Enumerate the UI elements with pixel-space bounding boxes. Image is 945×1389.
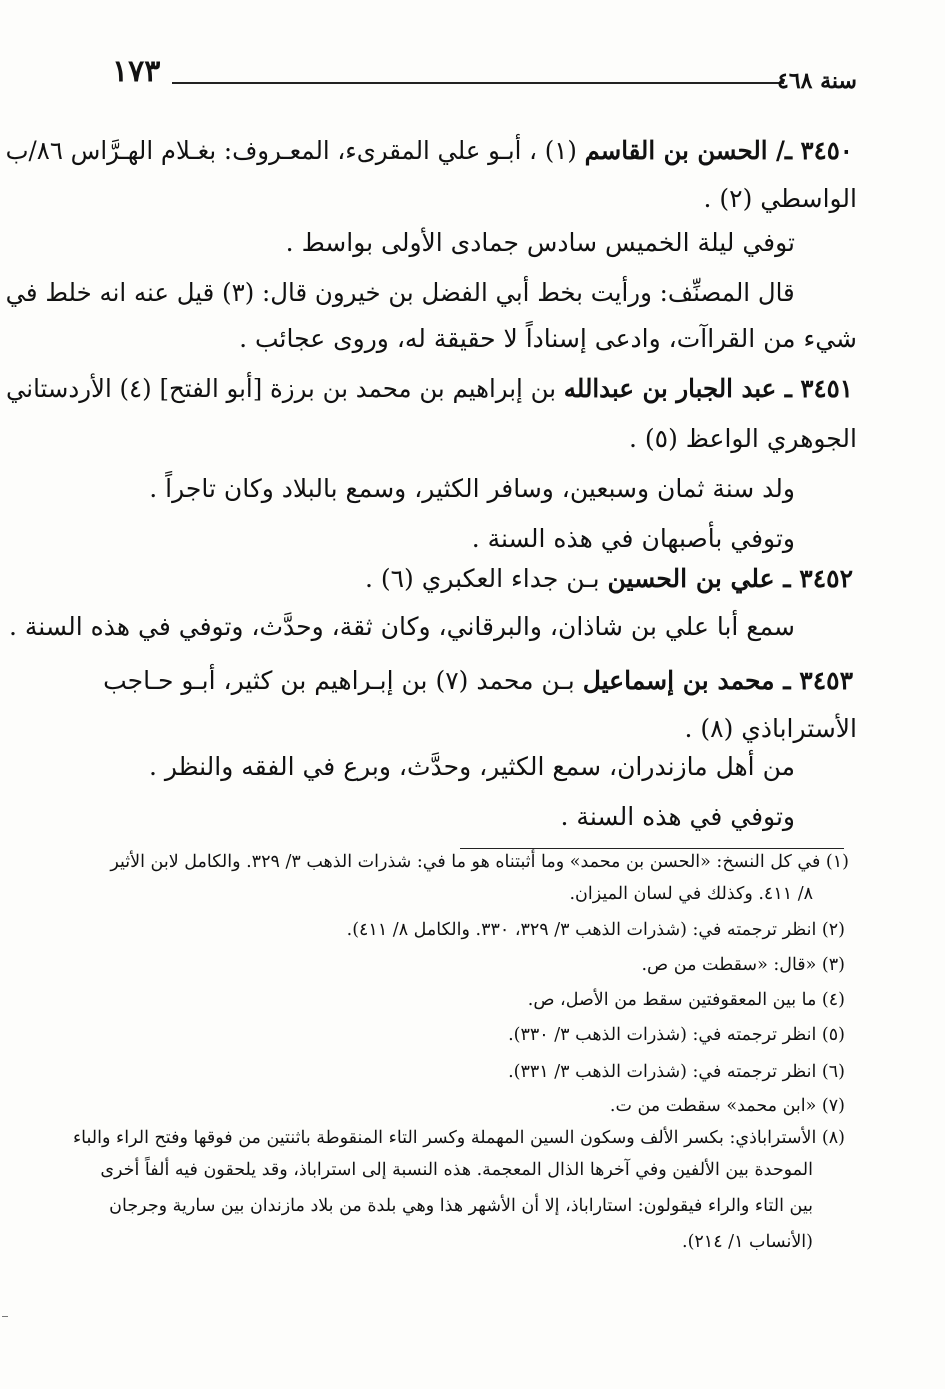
entry-3451-heading (6, 374, 853, 403)
entry-3451-name: ٣٤٥١ ـ عبد الجبار بن عبدالله (563, 374, 853, 403)
entry-3453-heading (103, 666, 853, 695)
footnote-line: (٢) انظر ترجمته في: (شذرات الذهب ٣/ ٣٢٩، ٣٣٠. والكامل ٨/ ٤١١). (346, 920, 845, 940)
footnote-rule (460, 848, 844, 849)
entry-3453-paragraph: وتوفي في هذه السنة . (560, 802, 795, 831)
entry-3450-name: ٣٤٥٠ ـ/ الحسن بن القاسم (584, 136, 853, 165)
footnote-line: (١) في كل النسخ: «الحسن بن محمد» وما أثبتناه هو ما في: شذرات الذهب ٣/ ٣٢٩. والكامل لابن الأثير (110, 852, 849, 872)
entry-3450-paragraph: قال المصنِّف: ورأيت بخط أبي الفضل بن خيرون قال: (٣) قيل عنه انه خلط في (5, 278, 795, 307)
entry-3452-name: ٣٤٥٢ ـ علي بن الحسين (607, 564, 853, 593)
entry-3453-heading-rest: بـن محمد (٧) بن إبـراهيم بن كثير، أبـو حـاجب (103, 666, 575, 695)
footnote-line: (٥) انظر ترجمته في: (شذرات الذهب ٣/ ٣٣٠). (508, 1025, 845, 1045)
footnote-line: (٧) «ابن محمد» سقطت من ت. (609, 1096, 845, 1116)
entry-3450-heading (6, 136, 853, 165)
header-rule (172, 82, 784, 84)
entry-3450-heading-rest: (١) ، أبـو علي المقرىء، المعـروف: بغـلام الهـرَّاس ٨٦/ب (5, 136, 577, 165)
footnote-line: بين التاء والراء فيقولون: استاراباذ، إلا أن الأشهر هذا وهي بلدة من بلاد مازندان بين سارية وجرجان (109, 1196, 813, 1216)
entry-3451-paragraph: ولد سنة ثمان وسبعين، وسافر الكثير، وسمع بالبلاد وكان تاجراً . (149, 474, 795, 503)
page-number: ١٧٣ (112, 54, 161, 89)
entry-3450-paragraph: توفي ليلة الخميس سادس جمادى الأولى بواسط . (285, 228, 795, 257)
footnote-line: ٨/ ٤١١. وكذلك في لسان الميزان. (569, 884, 813, 904)
entry-3452-heading (365, 564, 853, 593)
entry-3450-heading-line2: الواسطي (٢) . (703, 184, 857, 213)
footnote-line: (٣) «قال: «سقطت من ص. (641, 955, 845, 975)
footnote-line: (الأنساب ١/ ٢١٤). (682, 1232, 813, 1252)
entry-3452-paragraph: سمع أبا علي بن شاذان، والبرقاني، وكان ثقة، وحدَّث، وتوفي في هذه السنة . (9, 612, 795, 641)
entry-3453-heading-line2: الأستراباذي (٨) . (684, 714, 857, 743)
entry-3451-heading-line2: الجوهري الواعظ (٥) . (629, 424, 857, 453)
footnote-line: الموحدة بين الألفين وفي آخرها الذال المعجمة. هذه النسبة إلى استراباذ، وقد يلحقون فيه ألفاً أخرى (100, 1160, 813, 1180)
entry-3450-paragraph: شيء من القراآت، وادعى إسناداً لا حقيقة له، وروى عجائب . (239, 324, 857, 353)
footnote-line: (٤) ما بين المعقوفتين سقط من الأصل، ص. (527, 990, 845, 1010)
entry-3452-heading-rest: بـن جداء العكبري (٦) . (364, 564, 600, 593)
entry-3451-paragraph: وتوفي بأصبهان في هذه السنة . (471, 524, 795, 553)
footnote-line: (٦) انظر ترجمته في: (شذرات الذهب ٣/ ٣٣١). (508, 1062, 845, 1082)
running-header-year: سنة ٤٦٨ (777, 68, 857, 94)
entry-3453-name: ٣٤٥٣ ـ محمد بن إسماعيل (582, 666, 853, 695)
scan-mark (2, 1316, 8, 1317)
entry-3451-heading-rest: بن إبراهيم بن محمد بن برزة [أبو الفتح] (٤) الأردستاني (6, 374, 557, 403)
entry-3453-paragraph: من أهل مازندران، سمع الكثير، وحدَّث، وبرع في الفقه والنظر . (148, 752, 795, 781)
footnote-line: (٨) الأستراباذي: بكسر الألف وسكون السين المهملة وكسر التاء المنقوطة باثنتين من فوقها وفتح الراء والباء (72, 1128, 845, 1148)
